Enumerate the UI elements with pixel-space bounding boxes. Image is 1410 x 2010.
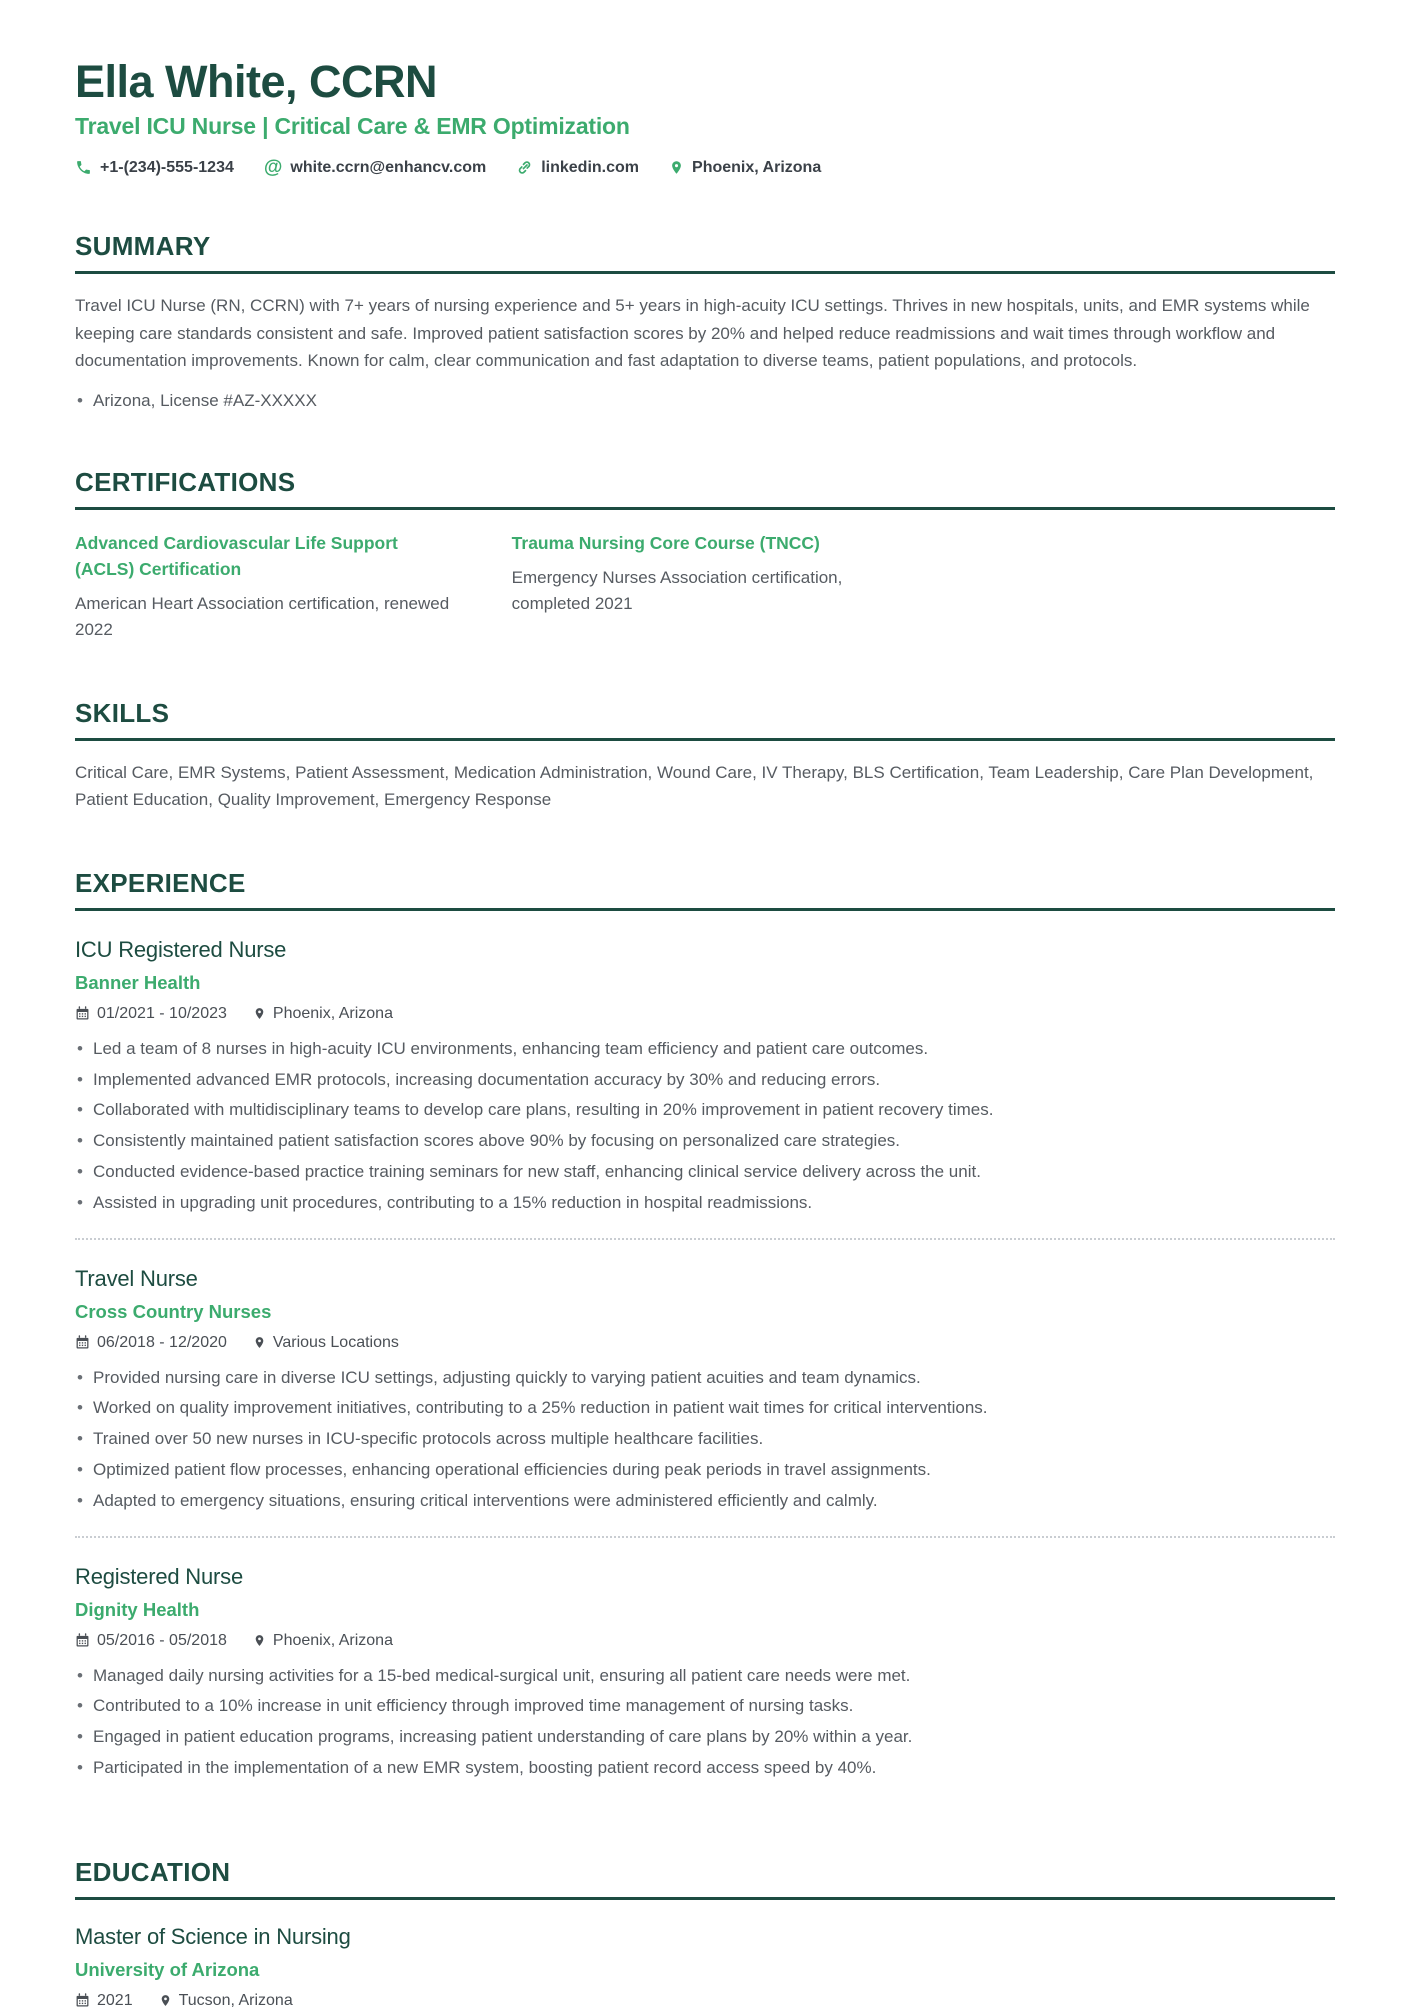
location-icon — [253, 1006, 266, 1021]
experience-entry — [75, 1238, 1335, 1536]
phone-icon — [75, 159, 92, 176]
job-company: Dignity Health — [75, 1598, 200, 1620]
job-bullet: • Participated in the implementation of a new EMR system, boosting patient record access speed by 40%. — [75, 1756, 1335, 1780]
job-bullet-list — [75, 1037, 1335, 1215]
contact-email-text: white.ccrn@enhancv.com — [290, 158, 487, 176]
job-bullet: • Assisted in upgrading unit procedures, contributing to a 15% reduction in hospital readmissions. — [75, 1191, 1335, 1215]
education-location-text: Tucson, Arizona — [178, 1991, 293, 2009]
education-heading: EDUCATION — [75, 1857, 1335, 1900]
skills-text: Critical Care, EMR Systems, Patient Assessment, Medication Administration, Wound Care, IV Therapy, BLS Certification, Team Leadership, Care Plan Development, Patient Education, Quality Improvement, Emergency Response — [75, 762, 1314, 810]
summary-section — [75, 231, 1335, 412]
job-dates-text: 06/2018 - 12/2020 — [97, 1333, 227, 1351]
experience-entry — [75, 911, 1335, 1238]
candidate-name: Ella White, CCRN — [75, 56, 438, 107]
contact-location-text: Phoenix, Arizona — [692, 158, 822, 176]
certification-item — [75, 530, 462, 644]
link-icon — [516, 159, 533, 176]
job-bullet: • Adapted to emergency situations, ensuring critical interventions were administered efficiently and calmly. — [75, 1489, 1335, 1513]
job-dates — [75, 1632, 227, 1650]
job-location-text: Various Locations — [272, 1333, 399, 1351]
calendar-icon — [75, 1006, 90, 1021]
job-location — [253, 1005, 393, 1023]
location-icon — [253, 1633, 266, 1648]
certifications-heading: CERTIFICATIONS — [75, 467, 1335, 510]
certification-description: Emergency Nurses Association certification, completed 2021 — [511, 567, 843, 614]
summary-bullet: • Arizona, License #AZ-XXXXX — [75, 389, 1335, 413]
calendar-icon — [75, 1993, 90, 2008]
job-title: ICU Registered Nurse — [75, 936, 287, 962]
calendar-icon — [75, 1335, 90, 1350]
job-location-text: Phoenix, Arizona — [272, 1631, 393, 1649]
job-bullet: • Managed daily nursing activities for a 15-bed medical-surgical unit, ensuring all patient care needs were met. — [75, 1664, 1335, 1688]
education-entry — [75, 1924, 1335, 2010]
job-bullet: • Contributed to a 10% increase in unit efficiency through improved time management of nursing tasks. — [75, 1694, 1335, 1718]
contact-linkedin[interactable] — [516, 159, 639, 177]
job-meta-row — [75, 1632, 1335, 1650]
job-title: Registered Nurse — [75, 1563, 243, 1589]
education-section — [75, 1857, 1335, 2010]
skills-section — [75, 698, 1335, 814]
job-bullet: • Optimized patient flow processes, enhancing operational efficiencies during peak periods in travel assignments. — [75, 1458, 1335, 1482]
degree-title: Master of Science in Nursing — [75, 1923, 351, 1949]
contact-row — [75, 158, 1335, 177]
calendar-icon — [75, 1633, 90, 1648]
at-icon: @ — [263, 157, 283, 179]
contact-location — [669, 159, 821, 177]
job-bullet: • Provided nursing care in diverse ICU settings, adjusting quickly to varying patient acuities and team dynamics. — [75, 1366, 1335, 1390]
summary-text: Travel ICU Nurse (RN, CCRN) with 7+ years of nursing experience and 5+ years in high-acuity ICU settings. Thrives in new hospitals, units, and EMR systems while keeping care standards consistent and safe. Improved patient satisfaction scores by 20% and helped reduce readmissions and wait times through workflow and documentation improvements. Known for calm, clear communication and fast adaptation to diverse teams, patient populations, and protocols. — [75, 296, 1310, 371]
contact-phone-text: +1-(234)-555-1234 — [100, 158, 234, 176]
job-company: Banner Health — [75, 971, 201, 993]
experience-entry — [75, 1536, 1335, 1803]
certification-title: Advanced Cardiovascular Life Support (ACLS) Certification — [75, 532, 398, 579]
job-meta-row — [75, 1005, 1335, 1023]
job-bullet: • Collaborated with multidisciplinary teams to develop care plans, resulting in 20% improvement in patient recovery times. — [75, 1098, 1335, 1122]
job-location-text: Phoenix, Arizona — [272, 1004, 393, 1022]
contact-linkedin-text: linkedin.com — [541, 158, 640, 176]
job-dates — [75, 1005, 227, 1023]
job-company: Cross Country Nurses — [75, 1300, 272, 1322]
job-dates-text: 05/2016 - 05/2018 — [97, 1631, 227, 1649]
contact-email[interactable] — [264, 158, 486, 177]
certification-description: American Heart Association certification, renewed 2022 — [75, 594, 450, 640]
job-location — [253, 1632, 393, 1650]
job-bullet: • Conducted evidence-based practice training seminars for new staff, enhancing clinical service delivery across the unit. — [75, 1160, 1335, 1184]
experience-section — [75, 868, 1335, 1803]
summary-heading: SUMMARY — [75, 231, 1335, 274]
job-title: Travel Nurse — [75, 1265, 198, 1291]
job-dates — [75, 1334, 227, 1352]
location-icon — [669, 159, 684, 176]
experience-heading: EXPERIENCE — [75, 868, 1335, 911]
certification-title: Trauma Nursing Core Course (TNCC) — [511, 532, 820, 553]
job-bullet: • Worked on quality improvement initiatives, contributing to a 25% reduction in patient wait times for critical interventions. — [75, 1396, 1335, 1420]
job-dates-text: 01/2021 - 10/2023 — [97, 1004, 227, 1022]
job-bullet: • Consistently maintained patient satisfaction scores above 90% by focusing on personalized care strategies. — [75, 1129, 1335, 1153]
education-dates-text: 2021 — [97, 1991, 133, 2009]
location-icon — [253, 1335, 266, 1350]
certification-item — [512, 530, 899, 644]
job-bullet: • Led a team of 8 nurses in high-acuity ICU environments, enhancing team efficiency and patient care outcomes. — [75, 1037, 1335, 1061]
job-bullet: • Trained over 50 new nurses in ICU-specific protocols across multiple healthcare facilities. — [75, 1427, 1335, 1451]
job-bullet: • Implemented advanced EMR protocols, increasing documentation accuracy by 30% and reducing errors. — [75, 1068, 1335, 1092]
skills-heading: SKILLS — [75, 698, 1335, 741]
contact-phone — [75, 159, 234, 177]
candidate-headline: Travel ICU Nurse | Critical Care & EMR Optimization — [75, 113, 630, 140]
job-bullet: • Engaged in patient education programs, increasing patient understanding of care plans by 20% within a year. — [75, 1725, 1335, 1749]
certifications-section — [75, 467, 1335, 644]
job-bullet-list — [75, 1366, 1335, 1513]
summary-bullet-list — [75, 389, 1335, 413]
certifications-grid — [75, 530, 1335, 644]
location-icon — [159, 1993, 172, 2008]
job-bullet-list — [75, 1664, 1335, 1780]
school-name: University of Arizona — [75, 1958, 260, 1980]
job-location — [253, 1334, 399, 1352]
resume-header — [75, 58, 1335, 177]
job-meta-row — [75, 1334, 1335, 1352]
